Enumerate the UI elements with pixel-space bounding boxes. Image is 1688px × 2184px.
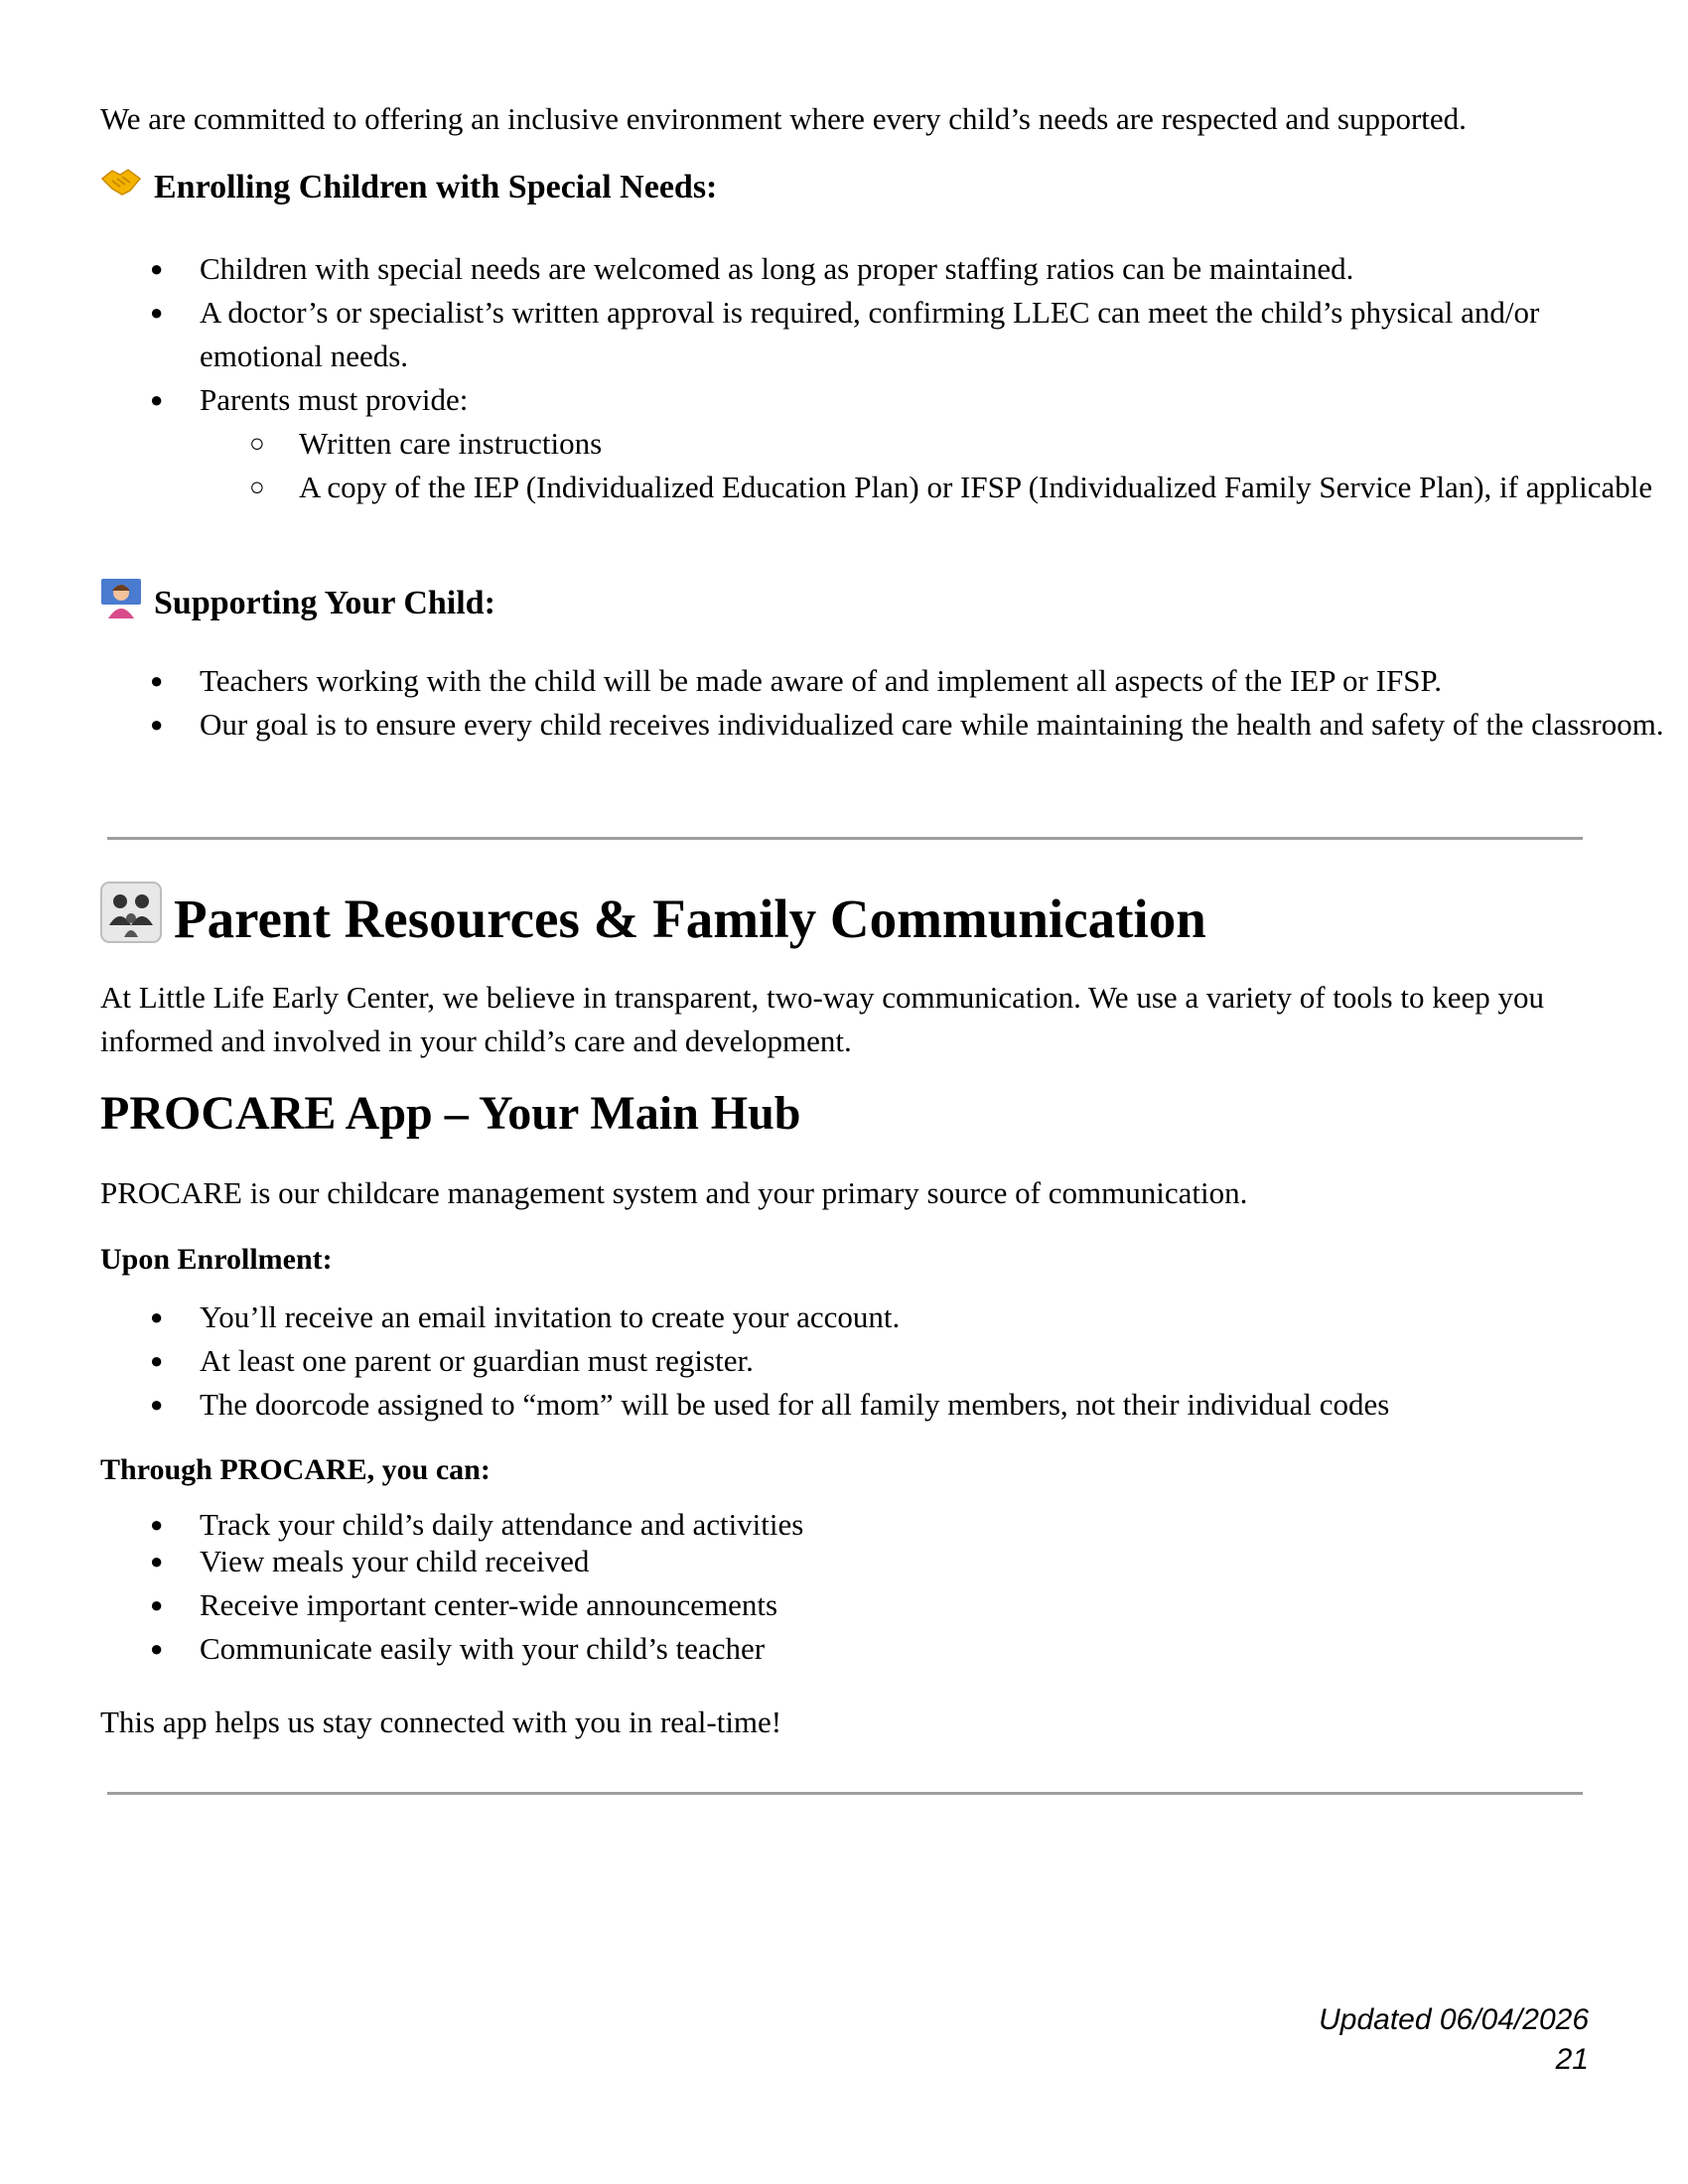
enrolling-list: [100, 247, 1653, 509]
list-item: ● The doorcode assigned to “mom” will be used for all family members, not their individual codes: [100, 1383, 1590, 1427]
family-icon: [100, 882, 162, 957]
enrolling-heading-text: Enrolling Children with Special Needs:: [154, 169, 718, 205]
enrollment-subheading: Upon Enrollment:: [100, 1243, 333, 1276]
sub-list-item: ○ A copy of the IEP (Individualized Education Plan) or IFSP (Individualized Family Service Plan), if applicable: [100, 466, 1688, 509]
section-divider: [107, 1792, 1583, 1795]
sub-list-item: ○ Written care instructions: [100, 422, 1590, 466]
list-item: ● Receive important center-wide announcements: [100, 1583, 1590, 1627]
enrolling-heading: [100, 165, 1590, 210]
through-procare-subheading: Through PROCARE, you can:: [100, 1453, 491, 1486]
supporting-heading-text: Supporting Your Child:: [154, 585, 495, 621]
list-item: ● Parents must provide:: [100, 378, 1590, 422]
intro-paragraph: We are committed to offering an inclusive environment where every child’s needs are respected and supported.: [100, 101, 1467, 136]
enrollment-list: [100, 1296, 1590, 1427]
handshake-icon: [100, 165, 142, 210]
supporting-list: [100, 659, 1664, 747]
procare-intro: PROCARE is our childcare management system and your primary source of communication.: [100, 1175, 1248, 1210]
procare-closing: This app helps us stay connected with you in real-time!: [100, 1705, 782, 1739]
procare-heading: PROCARE App – Your Main Hub: [100, 1087, 801, 1140]
teacher-icon: [100, 577, 142, 630]
list-item: ● Communicate easily with your child’s teacher: [100, 1627, 1590, 1671]
list-item: ● A doctor’s or specialist’s written approval is required, confirming LLEC can meet the child’s physical and/or emotional needs.: [100, 291, 1649, 378]
list-item: ● Children with special needs are welcomed as long as proper staffing ratios can be maintained.: [100, 247, 1590, 291]
parent-resources-intro: At Little Life Early Center, we believe in transparent, two-way communication. We use a variety of tools to keep you informed and involved in your child’s care and development.: [100, 980, 1544, 1058]
list-item: ● At least one parent or guardian must register.: [100, 1339, 1590, 1383]
through-procare-list: [100, 1506, 1590, 1671]
list-item: ● Teachers working with the child will be made aware of and implement all aspects of the IEP or IFSP.: [100, 659, 1590, 703]
list-item: ● You’ll receive an email invitation to create your account.: [100, 1296, 1590, 1339]
section-divider: [107, 837, 1583, 840]
supporting-heading: [100, 577, 1590, 630]
list-item: ● Track your child’s daily attendance and activities: [100, 1506, 1590, 1543]
page-number: 21: [1555, 2043, 1589, 2076]
list-item: ● View meals your child received: [100, 1543, 1590, 1579]
list-item: ● Our goal is to ensure every child receives individualized care while maintaining the health and safety of the classroom.: [100, 703, 1669, 747]
updated-date: Updated 06/04/2026: [1319, 2003, 1589, 2036]
parent-resources-heading: [100, 882, 1590, 957]
parent-resources-heading-text: Parent Resources & Family Communication: [174, 888, 1206, 949]
